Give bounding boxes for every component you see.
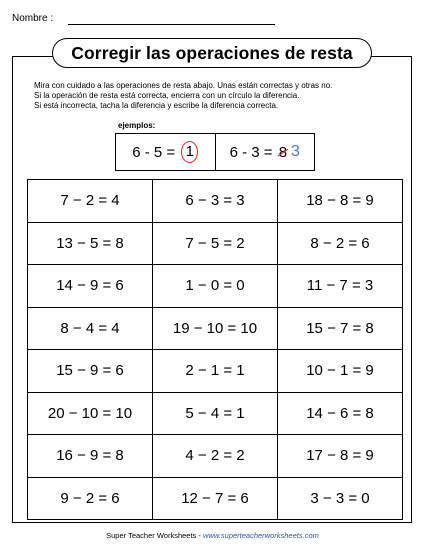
problem-cell[interactable]: 6 − 3 = 3 — [153, 180, 278, 223]
corrected-answer: 3 — [291, 143, 300, 160]
problem-cell[interactable]: 7 − 5 = 2 — [153, 222, 278, 265]
examples-label: ejemplos: — [118, 121, 156, 130]
grid-row — [28, 350, 403, 393]
examples-box — [115, 133, 315, 171]
problem-cell[interactable]: 11 − 7 = 3 — [278, 265, 403, 308]
grid-row — [28, 180, 403, 223]
problem-cell[interactable]: 8 − 4 = 4 — [28, 307, 153, 350]
footer-site: Super Teacher Worksheets — [106, 531, 197, 540]
instructions — [34, 81, 404, 111]
grid-row — [28, 477, 403, 520]
grid-row — [28, 222, 403, 265]
problem-cell[interactable]: 20 − 10 = 10 — [28, 392, 153, 435]
problem-cell[interactable]: 4 − 2 = 2 — [153, 435, 278, 478]
instruction-line: Mira con cuidado a las operaciones de resta abajo. Unas están correctas y otras no. — [34, 81, 333, 90]
problem-cell[interactable]: 14 − 9 = 6 — [28, 265, 153, 308]
problem-cell[interactable]: 5 − 4 = 1 — [153, 392, 278, 435]
grid-row — [28, 435, 403, 478]
problem-cell[interactable]: 10 − 1 = 9 — [278, 350, 403, 393]
problem-cell[interactable]: 2 − 1 = 1 — [153, 350, 278, 393]
example-correct — [116, 134, 215, 170]
worksheet-title: Corregir las operaciones de resta — [52, 38, 372, 68]
footer-link[interactable]: www.superteacherworksheets.com — [202, 531, 319, 540]
example-expression: 6 - 5 = — [132, 143, 176, 161]
example-incorrect — [215, 134, 315, 170]
instruction-line: Si está incorrecta, tacha la diferencia y escribe la diferencia correcta. — [34, 101, 279, 110]
problem-cell[interactable]: 1 − 0 = 0 — [153, 265, 278, 308]
problem-cell[interactable]: 13 − 5 = 8 — [28, 222, 153, 265]
problem-cell[interactable]: 3 − 3 = 0 — [278, 477, 403, 520]
footer-separator: - — [196, 531, 203, 540]
problem-cell[interactable]: 17 − 8 = 9 — [278, 435, 403, 478]
grid-row — [28, 265, 403, 308]
circled-answer: 1 — [181, 141, 198, 163]
problem-cell[interactable]: 8 − 2 = 6 — [278, 222, 403, 265]
instruction-line: Si la operación de resta está correcta, encierra con un círculo la diferencia. — [34, 91, 300, 100]
problem-cell[interactable]: 19 − 10 = 10 — [153, 307, 278, 350]
problem-cell[interactable]: 15 − 7 = 8 — [278, 307, 403, 350]
problem-cell[interactable]: 7 − 2 = 4 — [28, 180, 153, 223]
grid-row — [28, 307, 403, 350]
problem-cell[interactable]: 15 − 9 = 6 — [28, 350, 153, 393]
name-line[interactable] — [68, 24, 275, 25]
footer — [0, 531, 425, 540]
problem-cell[interactable]: 14 − 6 = 8 — [278, 392, 403, 435]
problem-cell[interactable]: 12 − 7 = 6 — [153, 477, 278, 520]
name-label: Nombre : — [12, 13, 54, 24]
problem-cell[interactable]: 18 − 8 = 9 — [278, 180, 403, 223]
crossed-answer: 8 — [278, 143, 288, 161]
problem-cell[interactable]: 9 − 2 = 6 — [28, 477, 153, 520]
example-expression: 6 - 3 = — [229, 143, 273, 161]
problems-grid — [27, 179, 403, 520]
problem-cell[interactable]: 16 − 9 = 8 — [28, 435, 153, 478]
grid-row — [28, 392, 403, 435]
